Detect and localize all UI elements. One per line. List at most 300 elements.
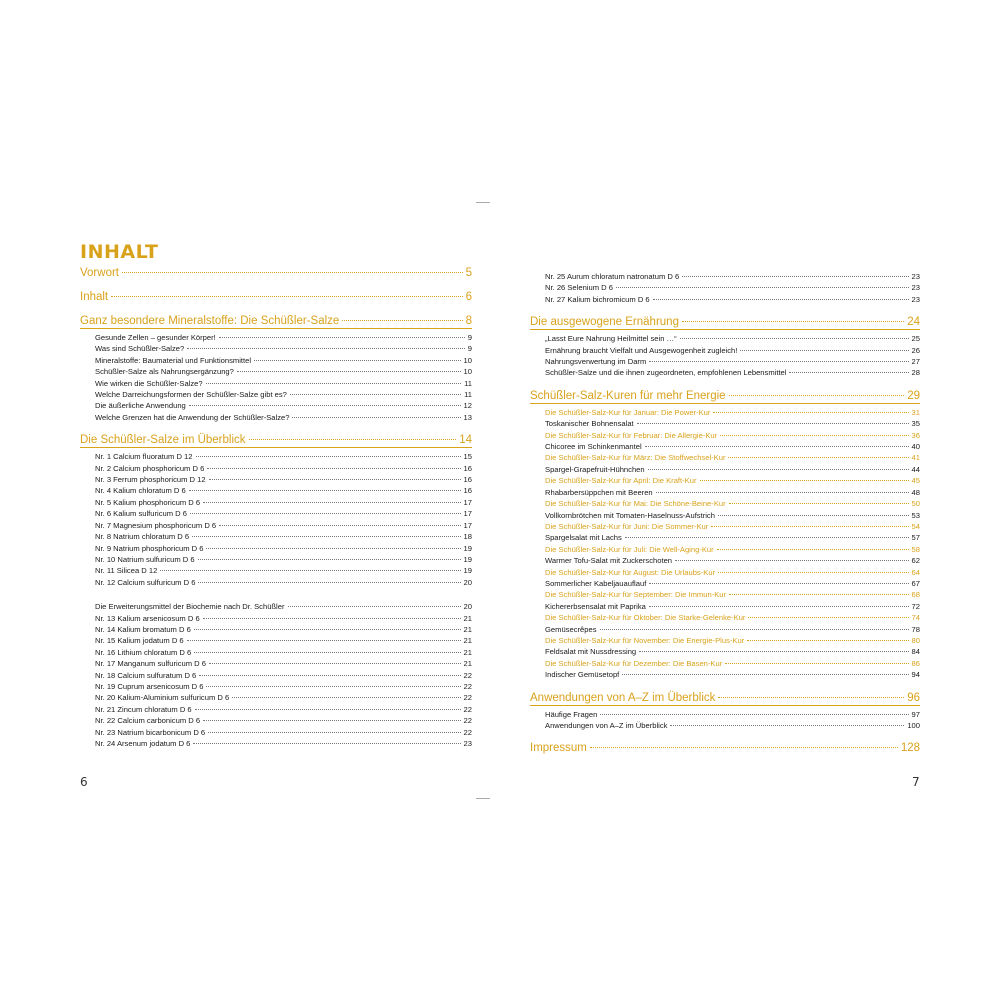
dot-leader <box>622 674 908 675</box>
toc-section <box>80 290 472 304</box>
entry-title: Die Schüßler-Salz-Kur für März: Die Stoffwechsel-Kur <box>545 453 726 463</box>
dot-leader <box>682 276 908 277</box>
entry-page: 16 <box>463 463 472 473</box>
toc-entry[interactable] <box>95 543 472 554</box>
toc-left-list <box>80 266 472 749</box>
dot-leader <box>292 417 460 418</box>
dot-leader <box>711 526 908 527</box>
toc-entry[interactable] <box>545 578 920 589</box>
entry-title: Anwendungen von A–Z im Überblick <box>545 721 668 730</box>
dot-leader <box>199 675 460 676</box>
toc-entry[interactable] <box>545 271 920 282</box>
toc-entry[interactable] <box>95 647 472 658</box>
toc-entry[interactable] <box>545 407 920 418</box>
dot-leader <box>194 652 460 653</box>
entry-title: Nr. 26 Selenium D 6 <box>545 283 613 293</box>
entry-title: Die Schüßler-Salz-Kur für Oktober: Die Starke-Gelenke-Kur <box>545 613 746 623</box>
toc-entry-list <box>530 333 920 379</box>
section-title: Die ausgewogene Ernährung <box>530 316 679 329</box>
toc-entry[interactable] <box>545 635 920 646</box>
dot-leader <box>192 536 460 537</box>
entry-title: Nr. 8 Natrium chloratum D 6 <box>95 532 190 542</box>
entry-title: Nr. 17 Manganum sulfuricum D 6 <box>95 659 206 669</box>
entry-page: 18 <box>463 532 472 542</box>
dot-leader <box>206 548 460 549</box>
toc-entry[interactable] <box>545 294 920 305</box>
entry-page: 57 <box>911 533 920 543</box>
toc-entry[interactable] <box>545 510 920 521</box>
toc-entry[interactable] <box>95 366 472 377</box>
toc-section-heading[interactable] <box>80 290 472 304</box>
entry-title: Sommerlicher Kabeljauauflauf <box>545 578 647 588</box>
entry-page: 35 <box>911 419 920 429</box>
entry-title: Nr. 15 Kalium jodatum D 6 <box>95 636 184 646</box>
entry-title: „Lasst Eure Nahrung Heilmittel sein …“ <box>545 334 677 344</box>
toc-section-heading[interactable] <box>530 741 920 755</box>
toc-entry[interactable] <box>95 343 472 354</box>
entry-title: Wie wirken die Schüßler-Salze? <box>95 378 203 388</box>
entry-page: 68 <box>911 590 920 600</box>
section-title: Vorwort <box>80 267 119 279</box>
bottom-page-mark <box>476 798 490 799</box>
entry-page: 9 <box>467 344 472 354</box>
dot-leader <box>187 348 465 349</box>
toc-entry[interactable] <box>95 400 472 411</box>
dot-leader <box>160 570 460 571</box>
toc-section <box>530 271 920 305</box>
entry-title: Die Schüßler-Salz-Kur für Juni: Die Sommer-Kur <box>545 521 709 531</box>
toc-entry[interactable] <box>545 521 920 532</box>
dot-leader <box>122 272 463 273</box>
entry-title: Nr. 10 Natrium sulfuricum D 6 <box>95 554 195 564</box>
entry-page: 40 <box>911 442 920 452</box>
toc-entry[interactable] <box>545 464 920 475</box>
dot-leader <box>649 583 908 584</box>
entry-title: Die Erweiterungsmittel der Biochemie nach Dr. Schüßler <box>95 602 285 612</box>
toc-entry[interactable] <box>545 498 920 509</box>
dot-leader <box>682 321 904 322</box>
dot-leader <box>717 549 909 550</box>
entry-page: 19 <box>463 554 472 564</box>
entry-title: Nr. 2 Calcium phosphoricum D 6 <box>95 463 205 473</box>
toc-entry-list <box>80 332 472 423</box>
entry-title: Nr. 25 Aurum chloratum natronatum D 6 <box>545 272 680 281</box>
entry-title: Nahrungsverwertung im Darm <box>545 357 647 367</box>
entry-page: 26 <box>911 345 920 355</box>
entry-title: Nr. 27 Kalium bichromicum D 6 <box>545 294 650 304</box>
dot-leader <box>728 457 908 458</box>
toc-entry-list <box>80 451 472 749</box>
entry-page: 72 <box>911 601 920 611</box>
dot-leader <box>718 572 908 573</box>
entry-page: 10 <box>463 367 472 377</box>
section-title: Impressum <box>530 742 587 755</box>
entry-title: Toskanischer Bohnensalat <box>545 419 634 429</box>
entry-title: Nr. 7 Magnesium phosphoricum D 6 <box>95 520 217 530</box>
entry-page: 17 <box>463 509 472 519</box>
dot-leader <box>190 513 461 514</box>
dot-leader <box>219 337 465 338</box>
toc-right-column <box>530 270 920 765</box>
entry-page: 17 <box>463 497 472 507</box>
toc-section <box>80 433 472 749</box>
entry-page: 17 <box>463 520 472 530</box>
toc-entry[interactable] <box>545 709 920 720</box>
entry-title: Nr. 14 Kalium bromatum D 6 <box>95 624 191 634</box>
toc-entry[interactable] <box>95 508 472 519</box>
dot-leader <box>206 383 461 384</box>
toc-section <box>530 741 920 755</box>
toc-entry[interactable] <box>545 282 920 293</box>
toc-entry[interactable] <box>545 720 920 731</box>
toc-entry[interactable] <box>95 412 472 423</box>
dot-leader <box>111 296 462 297</box>
entry-page: 19 <box>463 543 472 553</box>
dot-leader <box>195 709 461 710</box>
entry-title: Nr. 12 Calcium sulfuricum D 6 <box>95 577 196 587</box>
entry-page: 13 <box>463 412 472 422</box>
section-page: 5 <box>465 267 472 279</box>
toc-entry[interactable] <box>95 554 472 565</box>
section-page: 8 <box>465 315 472 327</box>
toc-entry[interactable] <box>545 430 920 441</box>
toc-entry[interactable] <box>545 646 920 657</box>
entry-page: 11 <box>464 378 472 388</box>
entry-page: 48 <box>911 487 920 497</box>
section-rule <box>530 705 920 706</box>
toc-entry[interactable] <box>545 356 920 367</box>
toc-entry[interactable] <box>95 355 472 366</box>
entry-title: Nr. 21 Zincum chloratum D 6 <box>95 704 192 714</box>
toc-section-heading[interactable] <box>530 691 920 705</box>
dot-leader <box>193 743 460 744</box>
toc-entry[interactable] <box>95 451 472 462</box>
entry-page: 28 <box>911 368 920 378</box>
toc-entry[interactable] <box>545 475 920 486</box>
toc-entry[interactable] <box>95 531 472 542</box>
entry-title: Nr. 22 Calcium carbonicum D 6 <box>95 716 201 726</box>
entry-title: Nr. 24 Arsenum jodatum D 6 <box>95 739 191 748</box>
toc-entry-list <box>530 271 920 305</box>
toc-left-column <box>80 238 472 759</box>
dot-leader <box>625 537 909 538</box>
entry-title: Die Schüßler-Salz-Kur für April: Die Kraft-Kur <box>545 476 697 486</box>
dot-leader <box>648 469 909 470</box>
toc-entry[interactable] <box>545 487 920 498</box>
dot-leader <box>189 490 461 491</box>
toc-section-heading[interactable] <box>530 315 920 329</box>
toc-entry[interactable] <box>95 681 472 692</box>
entry-page: 16 <box>463 475 472 485</box>
dot-leader <box>649 361 908 362</box>
dot-leader <box>649 606 909 607</box>
section-page: 128 <box>900 742 920 755</box>
entry-page: 22 <box>463 693 472 703</box>
dot-leader <box>729 594 909 595</box>
toc-section-heading[interactable] <box>80 266 472 280</box>
entry-title: Indischer Gemüsetopf <box>545 670 620 680</box>
entry-title: Spargelsalat mit Lachs <box>545 533 622 543</box>
toc-entry[interactable] <box>95 389 472 400</box>
entry-page: 74 <box>911 613 920 623</box>
toc-entry[interactable] <box>95 565 472 576</box>
entry-title: Die Schüßler-Salz-Kur für November: Die Energie-Plus-Kur <box>545 635 745 645</box>
section-rule <box>80 447 472 448</box>
toc-entry[interactable] <box>95 497 472 508</box>
entry-title: Kichererbsensalat mit Paprika <box>545 601 646 611</box>
entry-page: 22 <box>463 727 472 737</box>
entry-page: 22 <box>463 704 472 714</box>
toc-right-list <box>530 271 920 755</box>
dot-leader <box>219 525 460 526</box>
entry-title: Rhabarbersüppchen mit Beeren <box>545 487 653 497</box>
toc-section <box>530 315 920 379</box>
dot-leader <box>189 405 461 406</box>
dot-leader <box>209 479 461 480</box>
entry-page: 27 <box>911 357 920 367</box>
entry-spacer <box>95 588 472 601</box>
toc-entry[interactable] <box>95 658 472 669</box>
toc-entry[interactable] <box>545 345 920 356</box>
section-rule <box>530 403 920 404</box>
entry-title: Nr. 19 Cuprum arsenicosum D 6 <box>95 681 204 691</box>
entry-page: 10 <box>463 355 472 365</box>
entry-page: 22 <box>463 670 472 680</box>
dot-leader <box>254 360 461 361</box>
dot-leader <box>203 502 460 503</box>
toc-section <box>530 389 920 681</box>
entry-title: Gemüsecrêpes <box>545 624 597 634</box>
entry-page: 21 <box>463 613 472 623</box>
entry-page: 31 <box>911 407 920 417</box>
dot-leader <box>670 725 904 726</box>
toc-entry[interactable] <box>545 532 920 543</box>
entry-page: 9 <box>467 333 472 342</box>
toc-entry[interactable] <box>545 418 920 429</box>
entry-page: 80 <box>911 635 920 645</box>
entry-page: 58 <box>911 544 920 554</box>
toc-entry[interactable] <box>95 463 472 474</box>
entry-page: 22 <box>463 681 472 691</box>
entry-title: Nr. 11 Silicea D 12 <box>95 566 158 576</box>
section-title: Ganz besondere Mineralstoffe: Die Schüßler-Salze <box>80 315 340 327</box>
entry-page: 41 <box>911 453 920 463</box>
dot-leader <box>725 663 908 664</box>
entry-title: Nr. 3 Ferrum phosphoricum D 12 <box>95 475 206 485</box>
dot-leader <box>207 468 460 469</box>
entry-page: 22 <box>463 716 472 726</box>
section-page: 96 <box>907 691 920 704</box>
entry-page: 15 <box>463 452 472 462</box>
dot-leader <box>237 371 461 372</box>
toc-entry[interactable] <box>95 378 472 389</box>
entry-title: Warmer Tofu-Salat mit Zuckerschoten <box>545 556 673 566</box>
toc-entry[interactable] <box>545 601 920 612</box>
entry-title: Nr. 18 Calcium sulfuratum D 6 <box>95 670 197 680</box>
toc-entry[interactable] <box>545 669 920 680</box>
entry-page: 94 <box>911 670 920 680</box>
section-page: 14 <box>459 434 472 447</box>
page-number-left: 6 <box>80 775 88 789</box>
toc-entry[interactable] <box>95 670 472 681</box>
entry-title: Die Schüßler-Salz-Kur für Januar: Die Power-Kur <box>545 407 711 417</box>
dot-leader <box>206 686 460 687</box>
entry-title: Die Schüßler-Salz-Kur für Juli: Die Well-Aging-Kur <box>545 544 714 554</box>
dot-leader <box>653 299 909 300</box>
dot-leader <box>187 640 461 641</box>
toc-section <box>80 266 472 280</box>
dot-leader <box>290 394 461 395</box>
dot-leader <box>680 338 909 339</box>
entry-page: 50 <box>911 499 920 509</box>
toc-entry[interactable] <box>95 613 472 624</box>
toc-section <box>80 314 472 423</box>
entry-page: 84 <box>911 647 920 657</box>
dot-leader <box>740 350 908 351</box>
section-page: 6 <box>465 291 472 303</box>
section-title: Schüßler-Salz-Kuren für mehr Energie <box>530 389 726 402</box>
toc-entry[interactable] <box>545 624 920 635</box>
page-number-right: 7 <box>912 775 920 789</box>
entry-title: Spargel-Grapefruit-Hühnchen <box>545 464 645 474</box>
toc-entry[interactable] <box>545 452 920 463</box>
entry-page: 12 <box>463 401 472 411</box>
dot-leader <box>729 503 909 504</box>
toc-section-heading[interactable] <box>80 314 472 328</box>
toc-entry[interactable] <box>545 555 920 566</box>
entry-page: 36 <box>911 430 920 440</box>
toc-section-heading[interactable] <box>530 389 920 403</box>
entry-title: Die Schüßler-Salz-Kur für Mai: Die Schöne-Beine-Kur <box>545 499 726 509</box>
entry-title: Nr. 1 Calcium fluoratum D 12 <box>95 452 193 462</box>
entry-title: Die Schüßler-Salz-Kur für Februar: Die Allergie-Kur <box>545 430 718 440</box>
entry-title: Nr. 5 Kalium phosphoricum D 6 <box>95 497 201 507</box>
entry-title: Schüßler-Salze als Nahrungsergänzung? <box>95 367 234 377</box>
dot-leader <box>700 480 909 481</box>
toc-entry[interactable] <box>95 520 472 531</box>
toc-title: INHALT <box>80 241 159 263</box>
entry-title: Vollkornbrötchen mit Tomaten-Haselnuss-Aufstrich <box>545 510 715 520</box>
dot-leader <box>645 446 909 447</box>
dot-leader <box>232 697 460 698</box>
section-page: 29 <box>907 389 920 402</box>
dot-leader <box>656 492 909 493</box>
entry-page: 21 <box>463 647 472 657</box>
toc-entry[interactable] <box>545 544 920 555</box>
entry-title: Feldsalat mit Nussdressing <box>545 647 637 657</box>
dot-leader <box>196 456 461 457</box>
entry-title: Welche Grenzen hat die Anwendung der Schüßler-Salze? <box>95 412 290 422</box>
entry-title: Gesunde Zellen – gesunder Körper! <box>95 333 216 342</box>
entry-title: Mineralstoffe: Baumaterial und Funktionsmittel <box>95 355 252 365</box>
toc-entry[interactable] <box>95 692 472 703</box>
dot-leader <box>639 651 908 652</box>
toc-entry[interactable] <box>545 589 920 600</box>
entry-page: 23 <box>911 272 920 281</box>
dot-leader <box>203 618 461 619</box>
entry-title: Nr. 13 Kalium arsenicosum D 6 <box>95 613 200 623</box>
entry-title: Nr. 16 Lithium chloratum D 6 <box>95 647 192 657</box>
toc-entry[interactable] <box>95 704 472 715</box>
entry-page: 25 <box>911 334 920 344</box>
entry-title: Chicoree im Schinkenmantel <box>545 442 642 452</box>
toc-entry[interactable] <box>95 601 472 612</box>
dot-leader <box>748 617 908 618</box>
entry-page: 23 <box>463 739 472 748</box>
entry-title: Nr. 4 Kalium chloratum D 6 <box>95 486 186 496</box>
toc-entry[interactable] <box>95 577 472 588</box>
dot-leader <box>198 582 460 583</box>
entry-title: Die Schüßler-Salz-Kur für September: Die Immun-Kur <box>545 590 727 600</box>
entry-page: 100 <box>907 721 920 730</box>
entry-title: Ernährung braucht Vielfalt und Ausgewogenheit zugleich! <box>545 345 738 355</box>
dot-leader <box>208 732 460 733</box>
entry-title: Nr. 20 Kalium-Aluminium sulfuricum D 6 <box>95 693 230 703</box>
toc-entry[interactable] <box>95 715 472 726</box>
toc-entry-list <box>530 709 920 732</box>
toc-entry[interactable] <box>95 624 472 635</box>
toc-entry[interactable] <box>95 474 472 485</box>
section-title: Die Schüßler-Salze im Überblick <box>80 434 246 447</box>
toc-entry[interactable] <box>545 367 920 378</box>
entry-title: Häufige Fragen <box>545 709 598 719</box>
section-rule <box>530 329 920 330</box>
entry-page: 21 <box>463 624 472 634</box>
section-page: 24 <box>907 316 920 329</box>
dot-leader <box>198 559 461 560</box>
entry-page: 62 <box>911 556 920 566</box>
dot-leader <box>600 629 909 630</box>
toc-section-heading[interactable] <box>80 433 472 447</box>
toc-entry[interactable] <box>95 738 472 749</box>
entry-title: Die Schüßler-Salz-Kur für August: Die Urlaubs-Kur <box>545 567 716 577</box>
toc-entry[interactable] <box>545 441 920 452</box>
toc-entry[interactable] <box>95 332 472 343</box>
entry-page: 23 <box>911 294 920 304</box>
section-title: Inhalt <box>80 291 109 303</box>
toc-entry[interactable] <box>95 635 472 646</box>
toc-entry[interactable] <box>95 485 472 496</box>
entry-page: 11 <box>464 390 472 400</box>
toc-entry-list <box>530 407 920 681</box>
toc-entry[interactable] <box>95 727 472 738</box>
entry-title: Nr. 6 Kalium sulfuricum D 6 <box>95 509 187 519</box>
toc-entry[interactable] <box>545 567 920 578</box>
section-title: Anwendungen von A–Z im Überblick <box>530 691 716 704</box>
toc-entry[interactable] <box>545 612 920 623</box>
entry-title: Die Schüßler-Salz-Kur für Dezember: Die Basen-Kur <box>545 658 723 668</box>
entry-page: 78 <box>911 624 920 634</box>
dot-leader <box>288 606 461 607</box>
dot-leader <box>342 320 462 321</box>
toc-entry[interactable] <box>545 658 920 669</box>
entry-page: 54 <box>911 521 920 531</box>
dot-leader <box>590 747 898 748</box>
entry-title: Was sind Schüßler-Salze? <box>95 344 185 354</box>
toc-entry[interactable] <box>545 333 920 344</box>
top-page-mark <box>476 202 490 203</box>
dot-leader <box>747 640 908 641</box>
dot-leader <box>789 372 908 373</box>
entry-page: 19 <box>463 566 472 576</box>
dot-leader <box>616 287 909 288</box>
dot-leader <box>718 515 909 516</box>
entry-page: 53 <box>911 510 920 520</box>
entry-title: Welche Darreichungsformen der Schüßler-Salze gibt es? <box>95 390 287 400</box>
entry-page: 44 <box>911 464 920 474</box>
entry-page: 21 <box>463 659 472 669</box>
entry-page: 20 <box>463 602 472 612</box>
